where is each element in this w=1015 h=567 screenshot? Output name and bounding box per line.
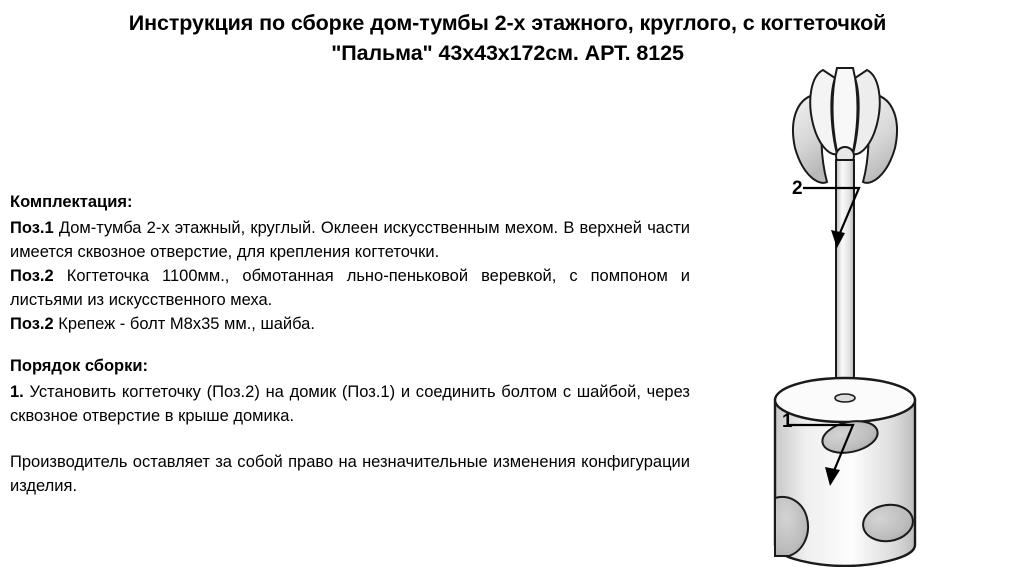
instruction-text-column bbox=[10, 190, 690, 498]
scratching-post bbox=[836, 160, 854, 398]
callout-label-2: 2 bbox=[792, 178, 803, 199]
disclaimer-text: Производитель оставляет за собой право на незначительные изменения конфигурации изделия. bbox=[10, 453, 690, 495]
kit-item-2-text: Когтеточка 1100мм., обмотанная льно-пеньковой веревкой, с помпоном и листьями из искусственного меха. bbox=[10, 267, 690, 309]
kit-item-3-text: Крепеж - болт М8х35 мм., шайба. bbox=[58, 315, 315, 333]
kit-item-1-label: Поз.1 bbox=[10, 219, 54, 237]
assembly-step-1 bbox=[10, 380, 690, 428]
bolt-hole bbox=[835, 394, 855, 402]
callout-label-1: 1 bbox=[782, 411, 793, 432]
kit-item-2 bbox=[10, 264, 690, 312]
kit-item-2-label: Поз.2 bbox=[10, 267, 54, 285]
kit-item-3 bbox=[10, 312, 690, 336]
kit-item-1-text: Дом-тумба 2-х этажный, круглый. Оклеен искусственным мехом. В верхней части имеется сквозное отверстие, для крепления когтеточки. bbox=[10, 219, 690, 261]
page-title-line-2: "Пальма" 43х43х172см. АРТ. 8125 bbox=[331, 41, 684, 65]
product-diagram bbox=[685, 0, 1015, 567]
kit-heading: Комплектация: bbox=[10, 193, 133, 211]
assembly-step-1-label: 1. bbox=[10, 383, 24, 401]
section-spacer-1 bbox=[10, 336, 690, 354]
kit-item-3-label: Поз.2 bbox=[10, 315, 54, 333]
assembly-heading: Порядок сборки: bbox=[10, 357, 149, 375]
section-spacer-2 bbox=[10, 428, 690, 450]
assembly-step-1-text: Установить когтеточку (Поз.2) на домик (Поз.1) и соединить болтом с шайбой, через сквозное отверстие в крыше домика. bbox=[10, 383, 690, 425]
product-diagram-svg bbox=[685, 0, 1015, 567]
kit-item-1 bbox=[10, 216, 690, 264]
round-house-body bbox=[775, 378, 915, 566]
page-title-line-1: Инструкция по сборке дом-тумбы 2-х этажного, круглого, с когтеточкой bbox=[128, 11, 887, 35]
